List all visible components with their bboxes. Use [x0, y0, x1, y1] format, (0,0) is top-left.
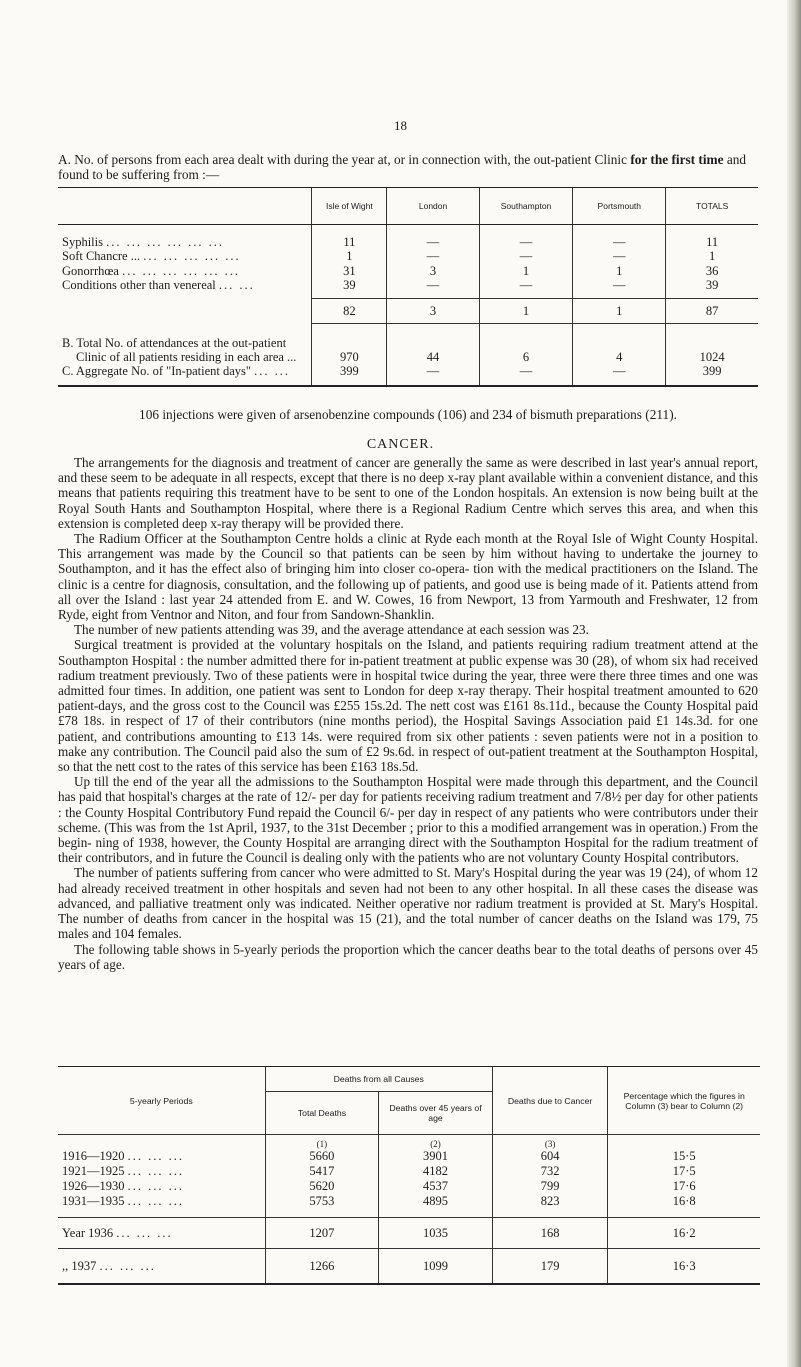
- caption-suffix: and found to be suffering from :—: [58, 152, 747, 182]
- cell: 31: [312, 264, 387, 278]
- paragraph: The number of new patients attending was 39, and the average attendance at each session was 23.: [74, 622, 589, 638]
- row-label: Syphilis ... ... ... ... ... ...: [62, 235, 224, 249]
- cell: 5417: [265, 1164, 379, 1179]
- cell: —: [479, 249, 572, 263]
- table-row-c: [58, 364, 758, 385]
- cell: —: [387, 225, 479, 250]
- header-col: TOTALS: [666, 188, 758, 225]
- cell: 970: [312, 324, 387, 365]
- cell: 1: [479, 264, 572, 278]
- cell: 17·5: [608, 1164, 760, 1179]
- cell: —: [479, 278, 572, 298]
- period-cell: Year 1936 ... ... ...: [58, 1218, 265, 1249]
- cell: 4895: [379, 1194, 493, 1218]
- subtotal-cell: 3: [387, 299, 479, 324]
- table-row: [58, 1179, 760, 1194]
- cell: 16·2: [608, 1218, 760, 1249]
- paragraph: The arrangements for the diagnosis and treatment of cancer are generally the same as were described in last year's annual report, and these seem to be adequate in all respects, except that there is no deep x-ray plant available within a convenient distance, and this means that patients requiring this treatment have to be sent to one of the London hospitals. An extension is now being built at the Royal South Hants and Southampton Hospital, where there is a Regional Radium Centre which serves this area, and when this extension is completed deep x-ray therapy will be provided there.: [58, 455, 758, 531]
- cell: —: [573, 278, 666, 298]
- cell: 5753: [265, 1194, 379, 1218]
- table-row: [58, 278, 758, 298]
- subtotal-cell: 82: [312, 299, 387, 324]
- paragraph: The following table shows in 5-yearly periods the proportion which the cancer deaths bear to the total deaths of persons over 45 years of age.: [58, 941, 758, 972]
- header-col: Southampton: [479, 188, 572, 225]
- cell: 399: [312, 364, 387, 385]
- period-cell: ,, 1937 ... ... ...: [58, 1249, 265, 1285]
- table-header-row: [58, 1067, 760, 1092]
- subtotal-row: [58, 299, 758, 324]
- cancer-section-body: [58, 455, 758, 972]
- cell: 732: [492, 1164, 608, 1179]
- table-row: [58, 249, 758, 263]
- header-total: Total Deaths: [265, 1092, 379, 1135]
- row-label: C. Aggregate No. of "In-patient days" ... ...: [58, 364, 312, 385]
- cell: 16·8: [608, 1194, 760, 1218]
- cell: 399: [666, 364, 758, 385]
- subtotal-cell: 87: [666, 299, 758, 324]
- cell: 1: [666, 249, 758, 263]
- header-period: 5-yearly Periods: [58, 1067, 265, 1135]
- cell: 17·6: [608, 1179, 760, 1194]
- table-row: [58, 225, 758, 250]
- cell: —: [479, 364, 572, 385]
- cell: —: [479, 225, 572, 250]
- table-row: [58, 1135, 760, 1165]
- header-group: Deaths from all Causes: [265, 1067, 492, 1092]
- cell: 1035: [379, 1218, 493, 1249]
- cell: 44: [387, 324, 479, 365]
- header-col: London: [387, 188, 479, 225]
- cell: —: [573, 364, 666, 385]
- paragraph: Surgical treatment is provided at the voluntary hospitals on the Island, and patients requiring radium treatment attend at the Southampton Hospital : the number admitted there for in-patient treatment at public expense was 30 (28), of whom six had received radium treatment previously. Two of these patients were in hospital twice during the year, three were there three times and one was admitted four times. In addition, one patient was sent to London for deep x-ray therapy. Their hospital treatment amounted to 620 patient-days, and the gross cost to the Council was £255 15s.2d. The nett cost was £161 8s.11d., because the County Hospital paid £78 18s. in respect of 17 of their contributors (nine months period), the Hospital Savings Association paid £1 14s.3d. for one patient, and contributions amounting to £13 14s. were required from six other patients : seven patients were not in a position to make any contribution. The Council paid also the sum of £2 9s.6d. in respect of out-patient treatment at the Southampton Hospital, so that the nett cost to the rates of this service has been £163 18s.5d.: [58, 637, 758, 775]
- cell: —: [387, 278, 479, 298]
- subtotal-blank: [58, 299, 312, 324]
- cell: —: [573, 249, 666, 263]
- table-row: [58, 1249, 760, 1285]
- period-cell: 1921—1925 ... ... ...: [62, 1164, 184, 1178]
- header-over45: Deaths over 45 years of age: [379, 1092, 493, 1135]
- cell: 823: [492, 1194, 608, 1218]
- caption-bold: for the first time: [630, 152, 724, 167]
- cell: 799: [492, 1179, 608, 1194]
- cell: 11: [312, 225, 387, 250]
- cell: 11: [666, 225, 758, 250]
- header-blank: [58, 188, 312, 225]
- period-cell: 1916—1920 ... ... ...: [62, 1149, 184, 1163]
- cell: 1: [312, 249, 387, 263]
- caption-prefix: A. No. of persons from each area dealt with during the year at, or in connection with, the out-patient Clinic: [58, 152, 628, 167]
- cell: (1) 5660: [265, 1135, 379, 1165]
- cell: 179: [492, 1249, 608, 1285]
- table-a-caption: [58, 152, 758, 182]
- header-col: Portsmouth: [573, 188, 666, 225]
- cell: 4537: [379, 1179, 493, 1194]
- table-row-b: [58, 324, 758, 365]
- cell: (3) 604: [492, 1135, 608, 1165]
- cell: 39: [312, 278, 387, 298]
- paragraph: The number of patients suffering from cancer who were admitted to St. Mary's Hospital during the year was 19 (24), of whom 12 had already received treatment in other hospitals and seven had not been to any other hospital. In all these cases the disease was advanced, and palliative treatment only was indicated. Neither operative nor radium treatment is provided at St. Mary's Hospital. The number of deaths from cancer in the hospital was 15 (21), and the total number of cancer deaths on the Island was 179, 75 males and 104 females.: [58, 865, 758, 942]
- cell: 1207: [265, 1218, 379, 1249]
- cell: (2) 3901: [379, 1135, 493, 1165]
- row-label: Soft Chancre ... ... ... ... ... ...: [62, 249, 241, 264]
- cell: 6: [479, 324, 572, 365]
- page-number: 18: [394, 118, 407, 133]
- cell: 4182: [379, 1164, 493, 1179]
- paragraph: The Radium Officer at the Southampton Centre holds a clinic at Ryde each month at the Royal Isle of Wight County Hospital. This arrangement was made by the Council so that patients can be seen by him without having to undertake the journey to Southampton, and it has the effect also of bringing him into closer co-opera- tion with the medical practitioners on the Island. The clinic is a centre for diagnosis, consultation, and the following up of patients, and good use is being made of it. Patients attend from all over the Island : last year 24 attended from E. and W. Cowes, 16 from Newport, 13 from Yarmouth and Freshwater, 12 from Ryde, eight from Ventnor and Niton, and four from Sandown-Shanklin.: [58, 531, 758, 623]
- cell: —: [387, 364, 479, 385]
- cancer-deaths-table: [58, 1066, 760, 1285]
- period-cell: 1926—1930 ... ... ...: [62, 1179, 184, 1193]
- cell: 1266: [265, 1249, 379, 1285]
- cell: 168: [492, 1218, 608, 1249]
- section-heading: CANCER.: [366, 437, 435, 452]
- table-row: [58, 1194, 760, 1218]
- cell: —: [387, 249, 479, 263]
- row-label: Gonorrhœa ... ... ... ... ... ...: [62, 263, 240, 278]
- venereal-clinic-table: [58, 187, 758, 387]
- subtotal-cell: 1: [573, 299, 666, 324]
- table-header-row: [58, 188, 758, 225]
- cell: 5620: [265, 1179, 379, 1194]
- table-row: [58, 264, 758, 278]
- row-label: Conditions other than venereal ... ...: [62, 278, 255, 293]
- cell: 1099: [379, 1249, 493, 1285]
- row-label: B. Total No. of attendances at the out-patient Clinic of all patients residing in each area ...: [62, 335, 297, 365]
- injections-note: 106 injections were given of arsenobenzine compounds (106) and 234 of bismuth preparations (211).: [139, 407, 677, 422]
- cell: 15·5: [608, 1135, 760, 1165]
- cell: 16·3: [608, 1249, 760, 1285]
- header-cancer: Deaths due to Cancer: [492, 1067, 608, 1135]
- table-row: [58, 1218, 760, 1249]
- paragraph: Up till the end of the year all the admissions to the Southampton Hospital were made through this department, and the Council has paid that hospital's charges at the rate of 12/- per day for patients receiving radium treatment and 7/8½ per day for other patients : the County Hospital Contributory Fund repaid the Council 6/- per day in respect of any patients who were contributors under their scheme. (This was from the 1st April, 1937, to the 31st December ; prior to this a modified arrangement was in operation.) From the begin- ning of 1938, however, the County Hospital are arranging direct with the Southampton Hospital for the radium treatment of their contributors, and in future the Council is dealing only with the patients who are not voluntary County Hospital contributors.: [58, 774, 758, 866]
- cell: 1: [573, 264, 666, 278]
- header-percentage: Percentage which the figures in Column (3) bear to Column (2): [608, 1067, 760, 1135]
- cell: —: [573, 225, 666, 250]
- period-cell: 1931—1935 ... ... ...: [58, 1194, 265, 1218]
- cell: 3: [387, 264, 479, 278]
- page-edge-shadow: [787, 0, 801, 1367]
- header-col: Isle of Wight: [312, 188, 387, 225]
- cell: 1024: [666, 324, 758, 365]
- cell: 4: [573, 324, 666, 365]
- table-row: [58, 1164, 760, 1179]
- cell: 36: [666, 264, 758, 278]
- subtotal-cell: 1: [479, 299, 572, 324]
- cell: 39: [666, 278, 758, 298]
